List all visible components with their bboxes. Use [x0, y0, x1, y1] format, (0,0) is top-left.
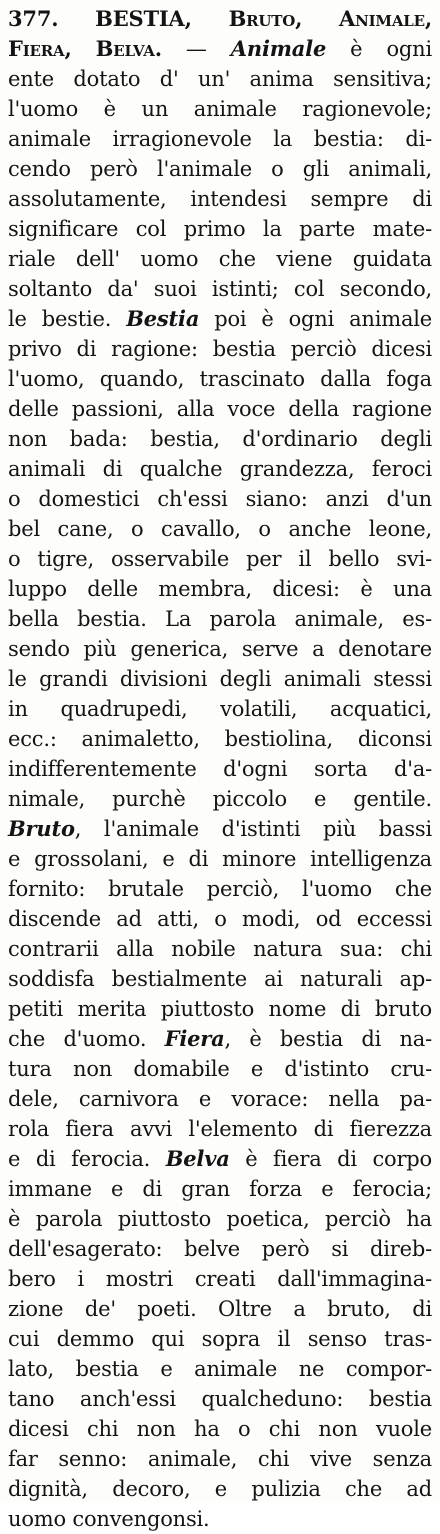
text-line: [8, 484, 432, 514]
text-line: [8, 1504, 432, 1534]
text-segment: dele, carnivora e vorace: nella pa-: [8, 1087, 432, 1111]
text-segment: tano anch'essi qualcheduno: bestia: [8, 1387, 432, 1411]
text-segment: immane e di gran forza e ferocia;: [8, 1177, 432, 1201]
text-segment: , l'animale d'istinti più bassi: [74, 817, 432, 841]
text-segment: che d'uomo.: [8, 1027, 165, 1051]
text-line: [8, 1324, 432, 1354]
text-line: [8, 1414, 432, 1444]
text-segment: riale dell' uomo che viene guidata: [8, 247, 432, 271]
text-segment: è parola piuttosto poetica, perciò ha: [8, 1207, 432, 1231]
text-segment: ecc.: animaletto, bestiolina, diconsi: [8, 727, 432, 751]
text-line: [8, 1144, 432, 1174]
text-segment: bella bestia. La parola animale, es-: [8, 607, 432, 631]
text-segment: sendo più generica, serve a denotare: [8, 637, 432, 661]
text-line: [8, 274, 432, 304]
text-segment: significare col primo la parte mate-: [8, 217, 432, 241]
text-segment: soddisfa bestialmente ai naturali ap-: [8, 967, 432, 991]
text-segment: far senno: animale, chi vive senza: [8, 1447, 432, 1471]
text-segment: animale irragionevole la bestia: di-: [8, 127, 432, 151]
text-segment: poi è ogni animale: [199, 307, 433, 331]
text-segment: dell'esagerato: belve però si direb-: [8, 1237, 432, 1261]
text-line: [8, 214, 432, 244]
text-segment: nimale, purchè piccolo e gentile.: [8, 787, 432, 811]
text-segment: l'uomo è un animale ragionevole;: [8, 97, 432, 121]
text-line: [8, 334, 432, 364]
text-line: [8, 1054, 432, 1084]
text-line: [8, 604, 432, 634]
text-segment: e di ferocia.: [8, 1147, 166, 1171]
text-line: [8, 664, 432, 694]
entry-synonym: Bruto,: [228, 6, 303, 31]
text-segment: le grandi divisioni degli animali stessi: [8, 667, 432, 691]
text-segment: dignità, decoro, e pulizia che ad: [8, 1477, 432, 1501]
text-line: [8, 844, 432, 874]
text-line: [8, 394, 432, 424]
text-line: [8, 574, 432, 604]
text-line: [8, 1024, 432, 1054]
text-segment: privo di ragione: bestia perciò dicesi: [8, 337, 432, 361]
text-segment: zione de' poeti. Oltre a bruto, di: [8, 1297, 432, 1321]
term-emphasis: Belva: [165, 1146, 230, 1171]
text-line: Fiera, Belva. — Animale è ogni: [8, 36, 432, 61]
text-line: [8, 124, 432, 154]
text-segment: soltanto da' suoi istinti; col secondo,: [8, 277, 432, 301]
text-line: [8, 1234, 432, 1264]
text-line: [8, 154, 432, 184]
text-line: [8, 1084, 432, 1114]
text-line: [8, 784, 432, 814]
text-segment: l'uomo, quando, trascinato dalla foga: [8, 367, 432, 391]
text-segment: bero i mostri creati dall'immagina-: [8, 1267, 432, 1291]
text-segment: non bada: bestia, d'ordinario degli: [8, 427, 432, 451]
text-segment: cui demmo qui sopra il senso tras-: [8, 1327, 432, 1351]
text-line: [8, 364, 432, 394]
text-segment: ente dotato d' un' anima sensitiva;: [8, 67, 432, 91]
text-segment: assolutamente, intendesi sempre di: [8, 187, 432, 211]
entry-synonym: Animale,: [339, 6, 432, 31]
text-line: [8, 304, 432, 334]
text-segment: petiti merita piuttosto nome di bruto: [8, 997, 432, 1021]
text-line: [8, 514, 432, 544]
text-line: [8, 754, 432, 784]
text-segment: le bestie.: [8, 307, 127, 331]
term-emphasis: Bruto: [8, 816, 75, 841]
text-line: [8, 1354, 432, 1384]
text-line: [8, 244, 432, 274]
text-line: [8, 1444, 432, 1474]
entry-headword: BESTIA,: [95, 6, 192, 31]
text-segment: fornito: brutale perciò, l'uomo che: [8, 877, 432, 901]
text-segment: contrarii alla nobile natura sua: chi: [8, 937, 432, 961]
text-line: [8, 634, 432, 664]
text-line: [8, 1174, 432, 1204]
text-segment: lato, bestia e animale ne compor-: [8, 1357, 432, 1381]
text-line: [8, 874, 432, 904]
text-segment: discende ad atti, o modi, od eccessi: [8, 907, 432, 931]
text-segment: animali di qualche grandezza, feroci: [8, 457, 432, 481]
entry-heading-line: [8, 4, 432, 34]
text-segment: o tigre, osservabile per il bello svi-: [8, 547, 432, 571]
text-line: [8, 724, 432, 754]
text-segment: dicesi chi non ha o chi non vuole: [8, 1417, 432, 1441]
text-segment: in quadrupedi, volatili, acquatici,: [8, 697, 432, 721]
entry-synonym: Belva.: [95, 36, 162, 61]
text-segment: o domestici ch'essi siano: anzi d'un: [8, 487, 432, 511]
term-emphasis: Bestia: [126, 306, 200, 331]
text-segment: luppo delle membra, dicesi: è una: [8, 577, 432, 601]
text-line: [8, 454, 432, 484]
text-segment: uomo convengonsi.: [8, 1507, 210, 1531]
text-line: [8, 694, 432, 724]
text-line: [8, 94, 432, 124]
text-segment: rola fiera avvi l'elemento di fierezza: [8, 1117, 432, 1141]
text-line: [8, 1204, 432, 1234]
text-line: [8, 904, 432, 934]
text-segment: e grossolani, e di minore intelligenza: [8, 847, 432, 871]
text-segment: bel cane, o cavallo, o anche leone,: [8, 517, 432, 541]
text-segment: cendo però l'animale o gli animali,: [8, 157, 432, 181]
entry-synonym: Fiera,: [8, 36, 72, 61]
text-line: [8, 1264, 432, 1294]
text-line: [8, 424, 432, 454]
text-line: [8, 1474, 432, 1504]
term-emphasis: Animale: [230, 36, 327, 61]
text-line: [8, 1384, 432, 1414]
text-line: [8, 814, 432, 844]
text-segment: è ogni: [326, 37, 432, 61]
text-segment: tura non domabile e d'istinto cru-: [8, 1057, 432, 1081]
term-emphasis: Fiera: [164, 1026, 225, 1051]
text-line: [8, 184, 432, 214]
text-line: [8, 64, 432, 94]
dictionary-entry: [8, 4, 432, 1534]
text-segment: indifferentemente d'ogni sorta d'a-: [8, 757, 432, 781]
text-segment: è fiera di corpo: [229, 1147, 432, 1171]
text-segment: delle passioni, alla voce della ragione: [8, 397, 432, 421]
entry-number: 377.: [8, 6, 59, 31]
text-line: [8, 934, 432, 964]
text-line: [8, 1114, 432, 1144]
text-segment: , è bestia di na-: [224, 1027, 432, 1051]
text-line: [8, 544, 432, 574]
text-line: [8, 994, 432, 1024]
text-line: [8, 1294, 432, 1324]
text-line: [8, 964, 432, 994]
